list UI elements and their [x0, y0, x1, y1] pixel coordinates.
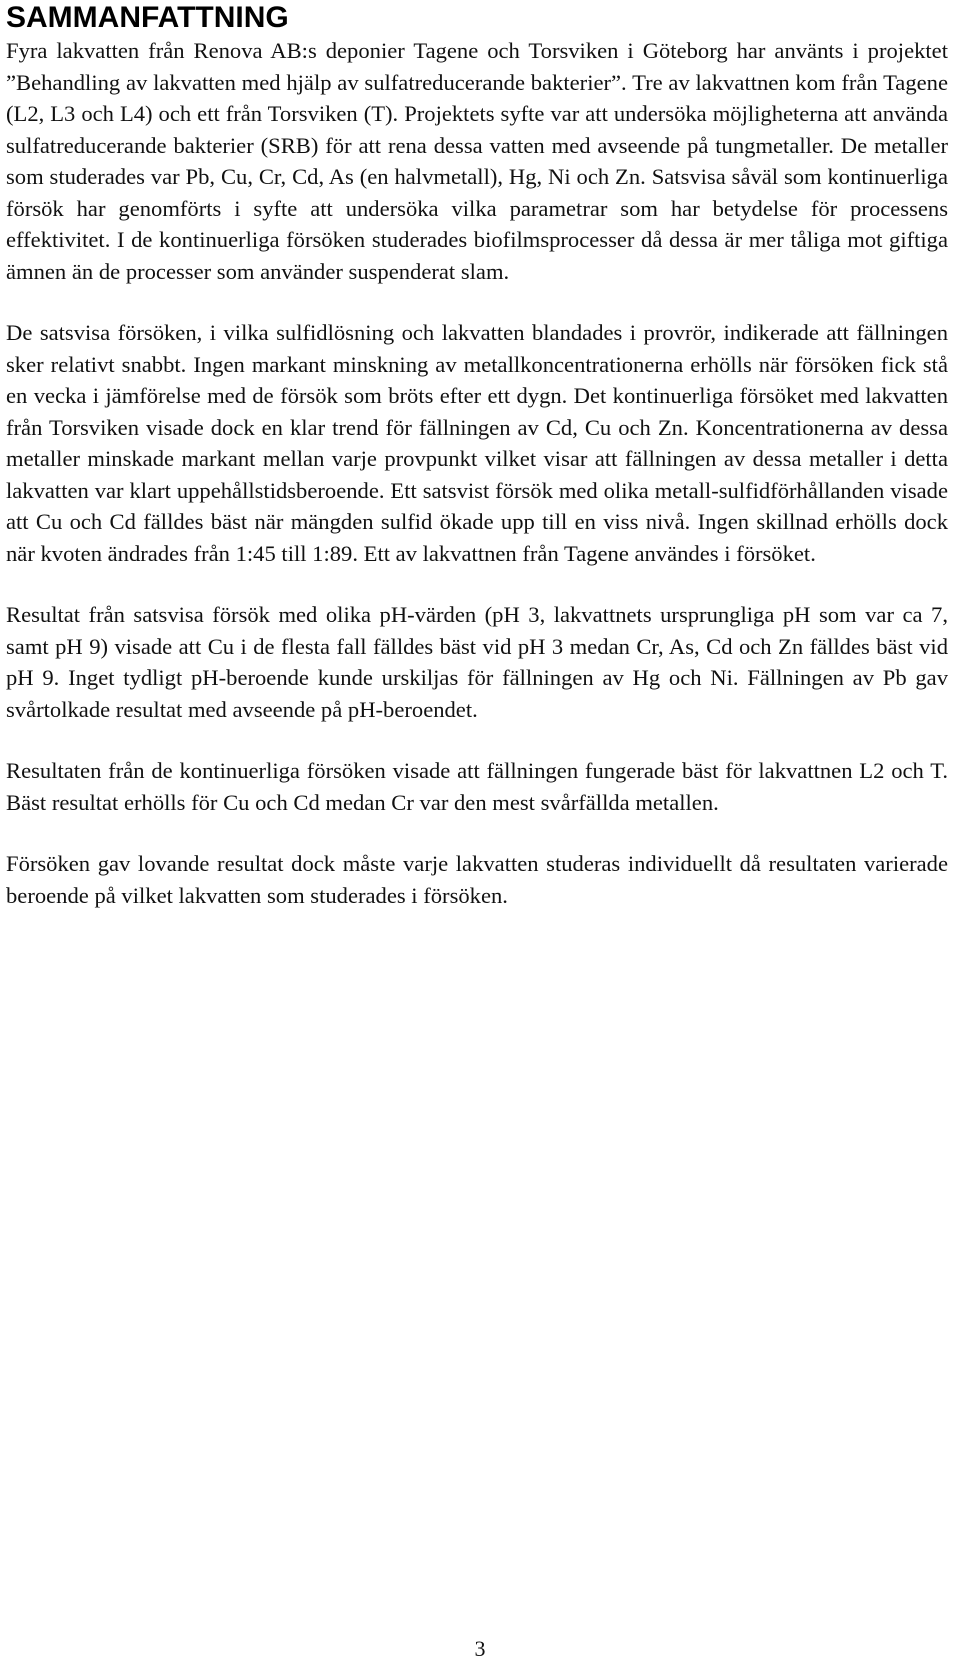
- section-heading: SAMMANFATTNING: [6, 1, 289, 34]
- summary-paragraph-1: Fyra lakvatten från Renova AB:s deponier Tagene och Torsviken i Göteborg har använts i projektet ”Behandling av lakvatten med hjälp av sulfatreducerande bakterier”. Tre av lakvattnen kom från Tagene (L2, L3 och L4) och ett från Torsviken (T). Projektets syfte var att undersöka möjligheterna att använda sulfatreducerande bakterier (SRB) för att rena dessa vatten med avseende på tungmetaller. De metaller som studerades var Pb, Cu, Cr, Cd, As (en halvmetall), Hg, Ni och Zn. Satsvisa såväl som kontinuerliga försök har genomförts i syfte att undersöka vilka parametrar som har betydelse för processens effektivitet. I de kontinuerliga försöken studerades biofilmsprocesser då dessa är mer tåliga mot giftiga ämnen än de processer som använder suspenderat slam.: [6, 38, 948, 284]
- summary-paragraph-2: De satsvisa försöken, i vilka sulfidlösning och lakvatten blandades i provrör, indikerade att fällningen sker relativt snabbt. Ingen markant minskning av metallkoncentrationerna erhölls när försöken fick stå en vecka i jämförelse med de försök som bröts efter ett dygn. Det kontinuerliga försöket med lakvatten från Torsviken visade dock en klar trend för fällningen av Cd, Cu och Zn. Koncentrationerna av dessa metaller minskade markant mellan varje provpunkt vilket visar att fällningen av dessa metaller i detta lakvatten var klart uppehållstidsberoende. Ett satsvist försök med olika metall-sulfidförhållanden visade att Cu och Cd fälldes bäst när mängden sulfid ökade upp till en viss nivå. Ingen skillnad erhölls dock när kvoten ändrades från 1:45 till 1:89. Ett av lakvattnen från Tagene användes i försöket.: [6, 320, 948, 566]
- document-page: [6, 0, 948, 941]
- summary-paragraph-3: Resultat från satsvisa försök med olika pH-värden (pH 3, lakvattnets ursprungliga pH som var ca 7, samt pH 9) visade att Cu i de flesta fall fälldes bäst vid pH 3 medan Cr, As, Cd och Zn fälldes bäst vid pH 9. Inget tydligt pH-beroende kunde urskiljas för fällningen av Hg och Ni. Fällningen av Pb gav svårtolkade resultat med avseende på pH-beroendet.: [6, 602, 948, 722]
- summary-paragraph-5: Försöken gav lovande resultat dock måste varje lakvatten studeras individuellt då resultaten varierade beroende på vilket lakvatten som studerades i försöken.: [6, 851, 948, 908]
- summary-paragraph-4: Resultaten från de kontinuerliga försöken visade att fällningen fungerade bäst för lakvattnen L2 och T. Bäst resultat erhölls för Cu och Cd medan Cr var den mest svårfällda metallen.: [6, 758, 948, 815]
- page-number: 3: [474, 1636, 486, 1661]
